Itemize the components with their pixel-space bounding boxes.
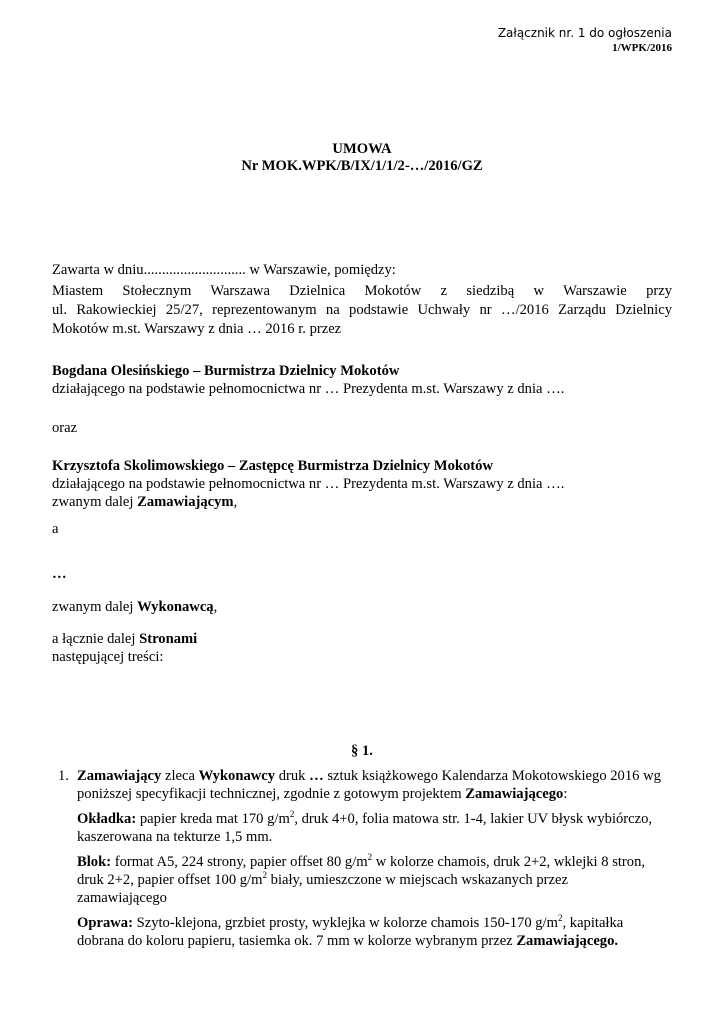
text: w kolorze chamois, druk 2+2, wklejki 8 stron, (372, 854, 646, 870)
text: … (309, 768, 324, 784)
block-spec-line (77, 853, 645, 871)
list-item-line (77, 767, 661, 785)
cover-spec-line (77, 810, 652, 828)
text: , druk 4+0, folia matowa str. 1-4, lakier UV błysk wybiórczo, (294, 811, 653, 827)
superscript: 2 (367, 852, 373, 863)
text: zwanym dalej (52, 599, 138, 615)
section-1-title: § 1. (351, 743, 373, 759)
contract-title: UMOWA (332, 141, 392, 157)
binding-spec-line (77, 932, 618, 950)
attachment-ref: 1/WPK/2016 (612, 42, 672, 54)
contract-number: Nr MOK.WPK/B/IX/1/1/2-…/2016/GZ (241, 158, 483, 174)
ordering-party-name: Zamawiającym (137, 494, 234, 510)
text: Szyto-klejona, grzbiet prosty, wyklejka w kolorze chamois 150-170 g/m (132, 915, 558, 931)
representative-2-name: Krzysztofa Skolimowskiego – Zastępcę Burmistrza Dzielnicy Mokotów (52, 458, 493, 474)
text: poniższej specyfikacji technicznej, zgodnie z gotowym projektem (77, 786, 466, 802)
representative-1-name: Bogdana Olesińskiego – Burmistrza Dzielnicy Mokotów (52, 363, 400, 379)
text: sztuk książkowego Kalendarza Mokotowskiego 2016 wg (323, 768, 661, 784)
intro-paragraph-line: Miastem Stołecznym Warszawa Dzielnica Mokotów z siedzibą w Warszawie przy (52, 283, 672, 299)
text: dobrana do koloru papieru, tasiemka ok. 7 mm w kolorze wybranym przez (77, 933, 517, 949)
attachment-note: Załącznik nr. 1 do ogłoszenia (497, 26, 672, 40)
parties-line (52, 630, 197, 648)
text: : (563, 786, 568, 802)
oraz-text: oraz (52, 420, 78, 436)
text: druk (275, 768, 310, 784)
ordering-party-line (52, 493, 237, 511)
text: druk 2+2, papier offset 100 g/m (77, 872, 263, 888)
list-item-number: 1. (58, 768, 69, 784)
text: , (213, 599, 218, 615)
representative-2-basis: działającego na podstawie pełnomocnictwa nr … Prezydenta m.st. Warszawy z dnia …. (52, 476, 565, 492)
text: Zamawiającego (465, 786, 564, 802)
binding-label: Oprawa: (77, 915, 133, 931)
text: zleca (161, 768, 199, 784)
text: zwanym dalej (52, 494, 138, 510)
contractor-line (52, 598, 217, 616)
list-item-line (77, 785, 567, 803)
text: format A5, 224 strony, papier offset 80 g/m (111, 854, 368, 870)
block-spec-line: zamawiającego (77, 890, 167, 906)
cover-label: Okładka: (77, 811, 137, 827)
text: Zamawiający (77, 768, 162, 784)
superscript: 2 (289, 809, 295, 820)
binding-spec-line (77, 914, 623, 932)
representative-1-basis: działającego na podstawie pełnomocnictwa nr … Prezydenta m.st. Warszawy z dnia …. (52, 381, 565, 397)
parties-name: Stronami (139, 631, 198, 647)
text: , kapitałka (562, 915, 624, 931)
text: , (233, 494, 238, 510)
text: biały, umieszczone w miejscach wskazanych przez (267, 872, 568, 888)
block-label: Blok: (77, 854, 112, 870)
intro-paragraph-line: ul. Rakowieckiej 25/27, reprezentowanym na podstawie Uchwały nr …/2016 Zarządu Dzielnicy (52, 302, 672, 318)
a-text: a (52, 521, 59, 537)
superscript: 2 (557, 913, 563, 924)
intro-date-line: Zawarta w dniu............................ w Warszawie, pomiędzy: (52, 262, 396, 278)
contractor-placeholder: … (52, 566, 67, 582)
block-spec-line (77, 871, 568, 889)
contractor-name: Wykonawcą (137, 599, 214, 615)
text: Zamawiającego. (516, 933, 619, 949)
text: Wykonawcy (198, 768, 276, 784)
text: papier kreda mat 170 g/m (136, 811, 290, 827)
content-line: następującej treści: (52, 649, 164, 665)
superscript: 2 (262, 870, 267, 881)
text: a łącznie dalej (52, 631, 140, 647)
intro-paragraph-line: Mokotów m.st. Warszawy z dnia … 2016 r. przez (52, 321, 342, 337)
cover-spec-line: kaszerowana na tekturze 1,5 mm. (77, 829, 273, 845)
